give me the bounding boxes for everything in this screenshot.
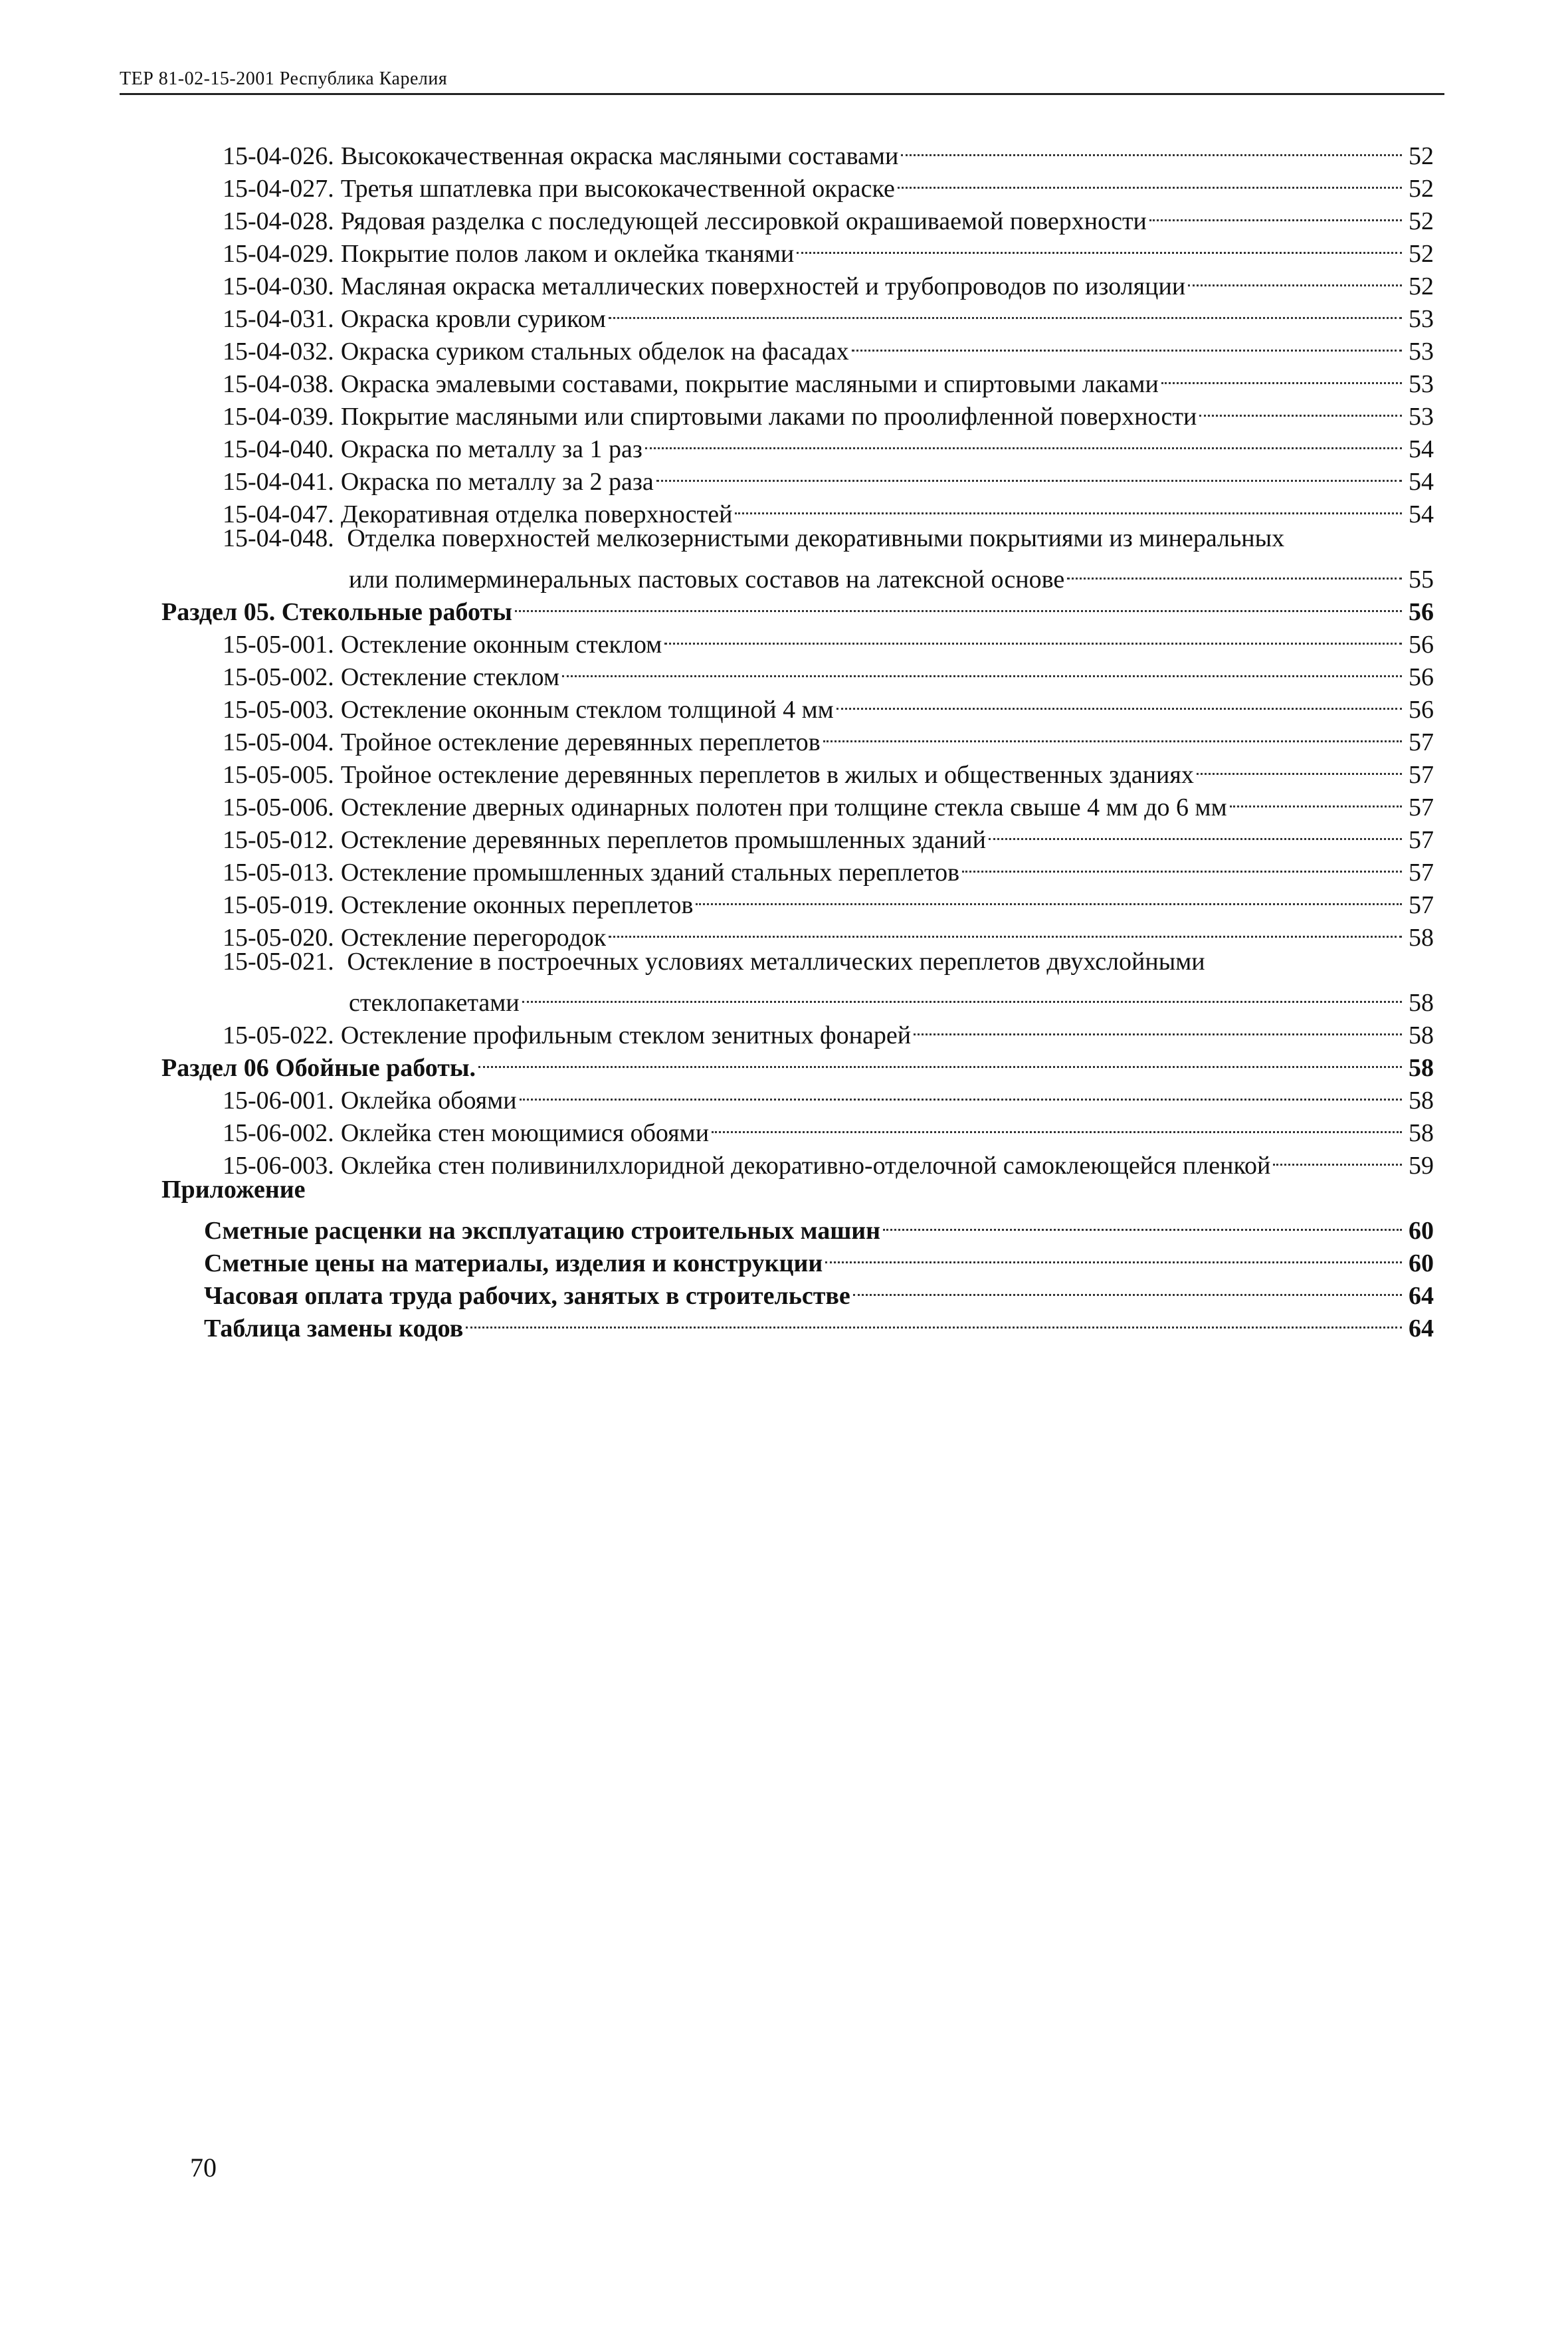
entry-title: Остекление стеклом — [340, 663, 560, 691]
entry-title: Остекление промышленных зданий стальных переплетов — [340, 859, 960, 887]
dot-leader — [735, 490, 1402, 522]
dot-leader — [645, 425, 1402, 457]
entry-page: 56 — [1409, 663, 1434, 691]
entry-title: Покрытие масляными или спиртовыми лаками по проолифленной поверхности — [340, 403, 1197, 431]
dot-leader — [989, 815, 1402, 848]
dot-leader — [1273, 1141, 1402, 1174]
entry-page: 56 — [1409, 696, 1434, 724]
entry-page: 52 — [1409, 272, 1434, 300]
entry-page: 52 — [1409, 207, 1434, 235]
dot-leader — [466, 1304, 1402, 1336]
entry-page: 56 — [1409, 631, 1434, 659]
page-number: 70 — [190, 2153, 217, 2182]
dot-leader — [562, 653, 1402, 685]
entry-title-line1: Остекление в построечных условиях металлических переплетов двухслойными — [347, 948, 1205, 976]
entry-title: Остекление профильным стеклом зенитных фонарей — [340, 1021, 912, 1049]
entry-code: 15-04-031. — [223, 305, 334, 333]
entry-title: Оклейка стен поливинилхлоридной декоративно-отделочной самоклеющейся пленкой — [340, 1152, 1271, 1180]
dot-leader — [1149, 197, 1402, 229]
entry-code: 15-04-040. — [223, 435, 334, 463]
toc-entry-multiline — [161, 946, 1434, 978]
entry-code: 15-04-047. — [223, 500, 334, 528]
dot-leader — [656, 457, 1402, 490]
dot-leader — [1161, 360, 1402, 392]
entry-title: Покрытие полов лаком и оклейка тканями — [340, 240, 795, 268]
toc-group-06 — [161, 1076, 1434, 1180]
entry-code: 15-05-005. — [223, 761, 334, 789]
dot-leader — [712, 1109, 1402, 1141]
entry-title: Таблица замены кодов — [204, 1315, 464, 1342]
entry-page: 60 — [1409, 1217, 1434, 1245]
page-header: ТЕР 81-02-15-2001 Республика Карелия — [120, 65, 1444, 95]
entry-page: 53 — [1409, 370, 1434, 398]
entry-title: Остекление оконных переплетов — [340, 891, 694, 919]
entry-page: 59 — [1409, 1152, 1434, 1180]
dot-leader — [478, 1043, 1402, 1076]
toc-entry-continuation — [161, 978, 1434, 1017]
dot-leader — [1199, 392, 1402, 425]
entry-code: 15-04-030. — [223, 272, 334, 300]
dot-leader — [520, 1076, 1402, 1109]
toc-entry-continuation — [161, 555, 1434, 593]
entry-title: Тройное остекление деревянных переплетов — [340, 728, 821, 756]
appendix-list — [161, 1206, 1434, 1342]
entry-page: 53 — [1409, 305, 1434, 333]
entry-code: 15-04-029. — [223, 240, 334, 268]
entry-code: 15-04-038. — [223, 370, 334, 398]
entry-code: 15-05-002. — [223, 663, 334, 691]
dot-leader — [836, 685, 1402, 718]
toc-entry-multiline — [161, 522, 1434, 555]
dot-leader — [852, 327, 1402, 360]
entry-page: 60 — [1409, 1249, 1434, 1277]
entry-code: 15-04-026. — [223, 142, 334, 170]
section-page: 58 — [1409, 1054, 1434, 1082]
entry-title: Сметные расценки на эксплуатацию строительных машин — [204, 1217, 881, 1245]
entry-title: Остекление оконным стеклом — [340, 631, 662, 659]
toc-group-04 — [161, 132, 1434, 593]
entry-page: 58 — [1409, 1087, 1434, 1115]
dot-leader — [914, 1011, 1402, 1043]
entry-title: Оклейка обоями — [340, 1087, 517, 1115]
dot-leader — [825, 1239, 1402, 1271]
entry-page: 52 — [1409, 175, 1434, 203]
entry-code: 15-05-003. — [223, 696, 334, 724]
entry-page: 57 — [1409, 761, 1434, 789]
entry-code: 15-04-048. — [223, 524, 334, 552]
dot-leader — [962, 848, 1402, 881]
toc-group-05 — [161, 620, 1434, 1049]
dot-leader — [609, 294, 1402, 327]
entry-page: 58 — [1409, 1119, 1434, 1147]
dot-leader — [1188, 262, 1402, 294]
entry-title-line2: стеклопакетами — [349, 989, 520, 1017]
entry-code: 15-06-001. — [223, 1087, 334, 1115]
toc-entry — [161, 132, 1434, 170]
entry-code: 15-05-006. — [223, 794, 334, 821]
entry-title: Окраска кровли суриком — [340, 305, 606, 333]
entry-title: Остекление оконным стеклом толщиной 4 мм — [340, 696, 834, 724]
dot-leader — [664, 620, 1402, 653]
entry-code: 15-04-032. — [223, 338, 334, 366]
entry-title: Окраска суриком стальных обделок на фасадах — [340, 338, 849, 366]
entry-title-line2: или полимерминеральных пастовых составов на латексной основе — [349, 566, 1065, 593]
entry-title: Оклейка стен моющимися обоями — [340, 1119, 710, 1147]
entry-code: 15-06-002. — [223, 1119, 334, 1147]
entry-title: Сметные цены на материалы, изделия и конструкции — [204, 1249, 823, 1277]
entry-page: 54 — [1409, 468, 1434, 496]
table-of-contents — [161, 132, 1434, 1342]
dot-leader — [522, 978, 1402, 1011]
entry-page: 57 — [1409, 891, 1434, 919]
entry-page: 57 — [1409, 859, 1434, 887]
entry-code: 15-05-019. — [223, 891, 334, 919]
entry-title: Рядовая разделка с последующей лессировкой окрашиваемой поверхности — [340, 207, 1147, 235]
entry-code: 15-05-001. — [223, 631, 334, 659]
entry-page: 64 — [1409, 1315, 1434, 1342]
entry-page: 54 — [1409, 435, 1434, 463]
dot-leader — [609, 913, 1402, 946]
entry-page: 52 — [1409, 142, 1434, 170]
section-title: Раздел 06 Обойные работы. — [161, 1054, 476, 1082]
entry-title: Остекление дверных одинарных полотен при толщине стекла свыше 4 мм до 6 мм — [340, 794, 1227, 821]
dot-leader — [1230, 783, 1402, 815]
entry-title-line1: Отделка поверхностей мелкозернистыми декоративными покрытиями из минеральных — [347, 524, 1285, 552]
entry-code: 15-05-012. — [223, 826, 334, 854]
dot-leader — [515, 587, 1402, 620]
entry-code: 15-04-028. — [223, 207, 334, 235]
entry-page: 64 — [1409, 1282, 1434, 1310]
entry-page: 57 — [1409, 794, 1434, 821]
section-title: Раздел 05. Стекольные работы — [161, 598, 512, 626]
dot-leader — [1067, 555, 1402, 587]
appendix-entry — [161, 1206, 1434, 1245]
dot-leader — [901, 132, 1402, 164]
entry-title: Окраска по металлу за 1 раз — [340, 435, 642, 463]
entry-code: 15-05-020. — [223, 924, 334, 952]
entry-title: Масляная окраска металлических поверхностей и трубопроводов по изоляции — [340, 272, 1186, 300]
entry-title: Остекление деревянных переплетов промышленных зданий — [340, 826, 986, 854]
dot-leader — [883, 1206, 1402, 1239]
entry-page: 57 — [1409, 826, 1434, 854]
entry-code: 15-05-004. — [223, 728, 334, 756]
dot-leader — [853, 1271, 1402, 1304]
entry-code: 15-05-022. — [223, 1021, 334, 1049]
entry-code: 15-05-013. — [223, 859, 334, 887]
entry-page: 52 — [1409, 240, 1434, 268]
entry-title: Тройное остекление деревянных переплетов в жилых и общественных зданиях — [340, 761, 1194, 789]
appendix-heading: Приложение — [161, 1176, 306, 1204]
entry-page: 54 — [1409, 500, 1434, 528]
entry-title: Декоративная отделка поверхностей — [340, 500, 733, 528]
entry-code: 15-04-027. — [223, 175, 334, 203]
entry-code: 15-05-021. — [223, 948, 334, 976]
entry-code: 15-04-039. — [223, 403, 334, 431]
dot-leader — [1197, 750, 1402, 783]
dot-leader — [696, 881, 1402, 913]
entry-page: 53 — [1409, 403, 1434, 431]
entry-page: 57 — [1409, 728, 1434, 756]
entry-title: Часовая оплата труда рабочих, занятых в строительстве — [204, 1282, 850, 1310]
section-page: 56 — [1409, 598, 1434, 626]
dot-leader — [823, 718, 1402, 750]
dot-leader — [898, 164, 1402, 197]
entry-title: Третья шпатлевка при высококачественной окраске — [340, 175, 895, 203]
entry-title: Окраска по металлу за 2 раза — [340, 468, 654, 496]
entry-code: 15-04-041. — [223, 468, 334, 496]
entry-page: 53 — [1409, 338, 1434, 366]
entry-page: 58 — [1409, 989, 1434, 1017]
entry-title: Окраска эмалевыми составами, покрытие масляными и спиртовыми лаками — [340, 370, 1159, 398]
entry-page: 55 — [1409, 566, 1434, 593]
entry-page: 58 — [1409, 1021, 1434, 1049]
dot-leader — [797, 229, 1402, 262]
entry-title: Остекление перегородок — [340, 924, 607, 952]
entry-page: 58 — [1409, 924, 1434, 952]
entry-title: Высококачественная окраска масляными составами — [340, 142, 899, 170]
entry-code: 15-06-003. — [223, 1152, 334, 1180]
